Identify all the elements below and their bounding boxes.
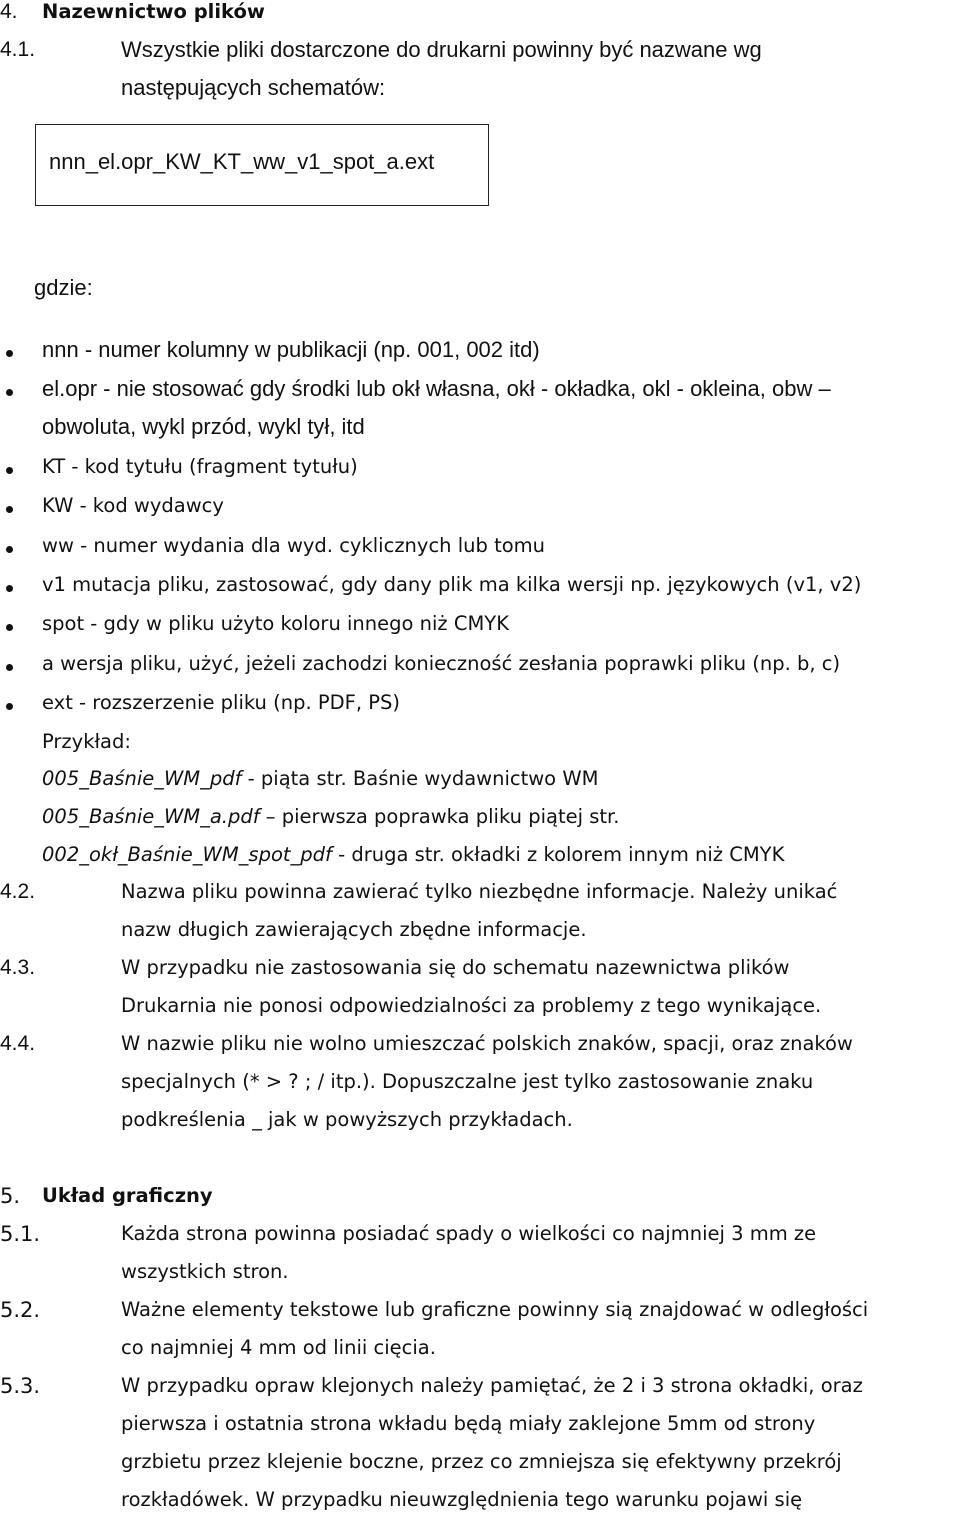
example-filename: 005_Baśnie_WM_pdf [42, 767, 242, 790]
bullet-item-nnn: nnn - numer kolumny w publikacji (np. 001, 002 itd) [42, 337, 540, 362]
p44-line3: podkreślenia _ jak w powyższych przykładach. [121, 1108, 573, 1131]
example-description: – pierwsza poprawka pliku piątej str. [259, 805, 620, 828]
bullet-item-el-opr-cont: obwoluta, wykl przód, wykl tył, itd [42, 414, 365, 439]
bullet-item-el-opr: el.opr - nie stosować gdy środki lub okł własna, okł - okładka, okl - okleina, obw – [42, 376, 831, 401]
p52-line1: Ważne elementy tekstowe lub graficzne powinny sią znajdować w odległości [121, 1298, 869, 1321]
example-label: Przykład: [42, 730, 131, 753]
bullet-item-ext: ext - rozszerzenie pliku (np. PDF, PS) [42, 691, 400, 714]
p52-number: 5.2. [0, 1298, 41, 1322]
bullet-icon [6, 506, 13, 513]
p42-number: 4.2. [0, 880, 36, 903]
p53-number: 5.3. [0, 1374, 41, 1398]
bullet-icon [6, 664, 13, 671]
bullet-icon [6, 350, 13, 357]
bullet-item-a: a wersja pliku, użyć, jeżeli zachodzi konieczność zesłania poprawki pliku (np. b, c) [42, 652, 841, 675]
bullet-icon [6, 467, 13, 474]
p44-number: 4.4. [0, 1032, 36, 1055]
bullet-icon [6, 624, 13, 631]
p52-line2: co najmniej 4 mm od linii cięcia. [121, 1336, 436, 1359]
p53-line2: pierwsza i ostatnia strona wkładu będą miały zaklejone 5mm od strony [121, 1412, 816, 1435]
section-4-title: Nazewnictwo plików [42, 0, 265, 23]
section-5-number: 5. [0, 1184, 21, 1208]
p53-line4: rozkładówek. W przypadku nieuwzględnienia tego warunku pojawi się [121, 1488, 803, 1511]
p43-line1: W przypadku nie zastosowania się do schematu nazewnictwa plików [121, 956, 790, 979]
p43-number: 4.3. [0, 956, 36, 979]
naming-scheme: nnn_el.opr_KW_KT_ww_v1_spot_a.ext [49, 149, 435, 174]
bullet-item-v1: v1 mutacja pliku, zastosować, gdy dany plik ma kilka wersji np. językowych (v1, v2) [42, 573, 862, 596]
section-4-number: 4. [0, 0, 18, 23]
p41-line2: następujących schematów: [121, 75, 386, 100]
p41-number: 4.1. [0, 38, 36, 61]
bullet-icon [6, 703, 13, 710]
example-filename: 002_okł_Baśnie_WM_spot_pdf [42, 843, 332, 866]
p53-line3: grzbietu przez klejenie boczne, przez co zmniejsza się efektywny przekrój [121, 1450, 842, 1473]
bullet-icon [6, 585, 13, 592]
gdzie-label: gdzie: [34, 275, 93, 300]
example-description: - druga str. okładki z kolorem innym niż CMYK [331, 843, 785, 866]
bullet-item-ww: ww - numer wydania dla wyd. cyklicznych lub tomu [42, 534, 546, 557]
example-row [42, 764, 598, 794]
p41-line1: Wszystkie pliki dostarczone do drukarni powinny być nazwane wg [121, 37, 762, 62]
p51-line1: Każda strona powinna posiadać spady o wielkości co najmniej 3 mm ze [121, 1222, 817, 1245]
p44-line1: W nazwie pliku nie wolno umieszczać polskich znaków, spacji, oraz znaków [121, 1032, 853, 1055]
p42-line1: Nazwa pliku powinna zawierać tylko niezbędne informacje. Należy unikać [121, 880, 838, 903]
bullet-icon [6, 546, 13, 553]
example-description: - piąta str. Baśnie wydawnictwo WM [241, 767, 599, 790]
example-row [42, 802, 619, 832]
p42-line2: nazw długich zawierających zbędne informacje. [121, 918, 587, 941]
naming-scheme-box [35, 124, 489, 206]
p43-line2: Drukarnia nie ponosi odpowiedzialności za problemy z tego wynikające. [121, 994, 822, 1017]
section-5-title: Układ graficzny [42, 1184, 213, 1207]
bullet-icon [6, 389, 13, 396]
example-filename: 005_Baśnie_WM_a.pdf [42, 805, 260, 828]
bullet-item-spot: spot - gdy w pliku użyto koloru innego niż CMYK [42, 612, 510, 635]
bullet-item-kw: KW - kod wydawcy [42, 494, 224, 517]
example-row [42, 840, 784, 870]
p53-line1: W przypadku opraw klejonych należy pamiętać, że 2 i 3 strona okładki, oraz [121, 1374, 863, 1397]
p44-line2: specjalnych (* > ? ; / itp.). Dopuszczalne jest tylko zastosowanie znaku [121, 1070, 814, 1093]
p51-number: 5.1. [0, 1222, 41, 1246]
bullet-item-kt: KT - kod tytułu (fragment tytułu) [42, 455, 358, 478]
p51-line2: wszystkich stron. [121, 1260, 289, 1283]
